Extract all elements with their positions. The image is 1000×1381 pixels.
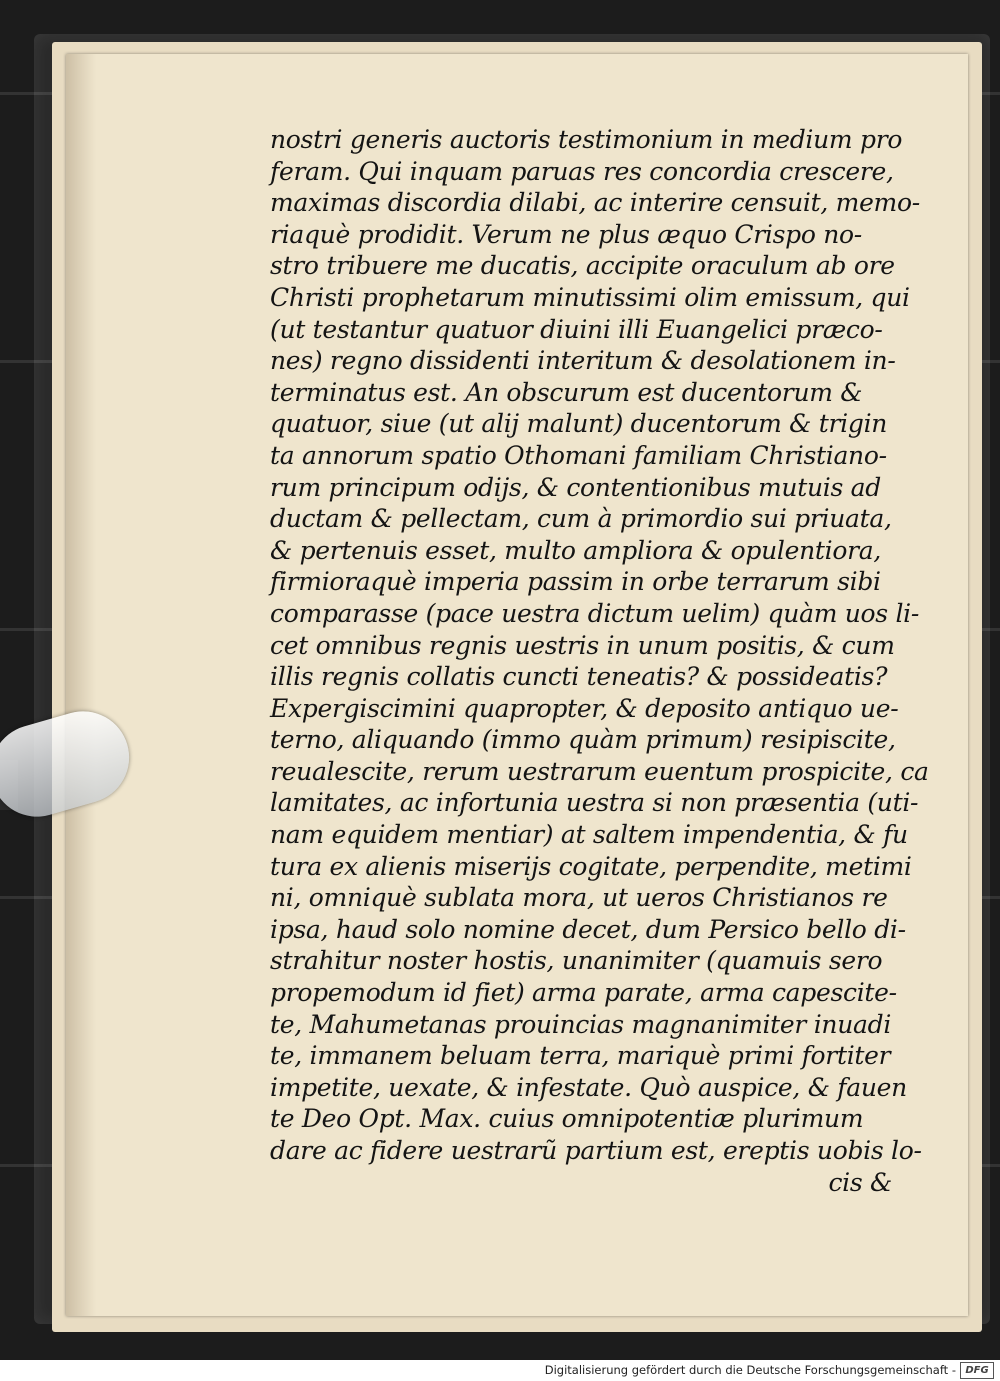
text-line: te, immanem beluam terra, mariquè primi fortiter xyxy=(270,1041,891,1071)
text-line: (ut testantur quatuor diuini illi Euangelici præco- xyxy=(270,314,883,344)
text-line: ipsa, haud solo nomine decet, dum Persico bello di- xyxy=(270,914,906,944)
text-line: ta annorum spatio Othomani familiam Christiano- xyxy=(270,440,887,470)
page-text xyxy=(270,124,929,1198)
text-line: impetite, uexate, & infestate. Quò auspice, & fauen xyxy=(270,1072,907,1102)
text-line: comparasse (pace uestra dictum uelim) quàm uos li- xyxy=(270,598,920,628)
text-line: strahitur noster hostis, unanimiter (quamuis sero xyxy=(270,946,883,976)
text-line: terno, aliquando (immo quàm primum) resipiscite, xyxy=(270,725,896,755)
text-line: propemodum id fiet) arma parate, arma capescite- xyxy=(270,978,897,1008)
text-line: Christi prophetarum minutissimi olim emissum, qui xyxy=(270,282,910,312)
text-line: maximas discordia dilabi, ac interire censuit, memo- xyxy=(270,188,920,218)
text-line: te, Mahumetanas prouincias magnanimiter inuadi xyxy=(270,1009,892,1039)
page-gutter-shadow xyxy=(66,54,96,1316)
text-line: illis regnis collatis cuncti teneatis? & possideatis? xyxy=(270,662,888,692)
text-line: tura ex alienis miserijs cogitate, perpendite, metimi xyxy=(270,851,912,881)
text-line: nes) regno dissidenti interitum & desolationem in- xyxy=(270,346,896,376)
text-line: Expergiscimini quapropter, & deposito antiquo ue- xyxy=(270,693,899,723)
text-line: lamitates, ac infortunia uestra si non præsentia (uti- xyxy=(270,788,919,818)
text-line: te Deo Opt. Max. cuius omnipotentiæ plurimum xyxy=(270,1104,864,1134)
text-line: terminatus est. An obscurum est ducentorum & xyxy=(270,377,863,407)
text-line: firmioraquè imperia passim in orbe terrarum sibi xyxy=(270,567,881,597)
text-line: ni, omniquè sublata mora, ut ueros Christianos re xyxy=(270,883,888,913)
text-line: feram. Qui inquam paruas res concordia crescere, xyxy=(270,156,894,186)
text-line: cis & xyxy=(828,1167,892,1197)
footer-bar xyxy=(0,1360,1000,1381)
text-line: riaquè prodidit. Verum ne plus æquo Crispo no- xyxy=(270,219,862,249)
text-line: & pertenuis esset, multo ampliora & opulentiora, xyxy=(270,535,882,565)
text-line: reualescite, rerum uestrarum euentum prospicite, ca xyxy=(270,756,929,786)
text-line: quatuor, siue (ut alij malunt) ducentorum & trigin xyxy=(270,409,888,439)
text-line: dare ac fidere uestrarũ partium est, ereptis uobis lo- xyxy=(270,1136,922,1165)
funding-credit: Digitalisierung gefördert durch die Deutsche Forschungsgemeinschaft - xyxy=(544,1363,956,1377)
text-line: stro tribuere me ducatis, accipite oraculum ab ore xyxy=(270,251,895,281)
dfg-logo: DFG xyxy=(960,1362,994,1379)
text-line: cet omnibus regnis uestris in unum positis, & cum xyxy=(270,630,895,660)
text-line: rum principum odijs, & contentionibus mutuis ad xyxy=(270,472,881,502)
text-line: ductam & pellectam, cum à primordio sui priuata, xyxy=(270,504,892,534)
text-line: nostri generis auctoris testimonium in medium pro xyxy=(270,125,903,154)
text-line: nam equidem mentiar) at saltem impendentia, & fu xyxy=(270,820,908,850)
